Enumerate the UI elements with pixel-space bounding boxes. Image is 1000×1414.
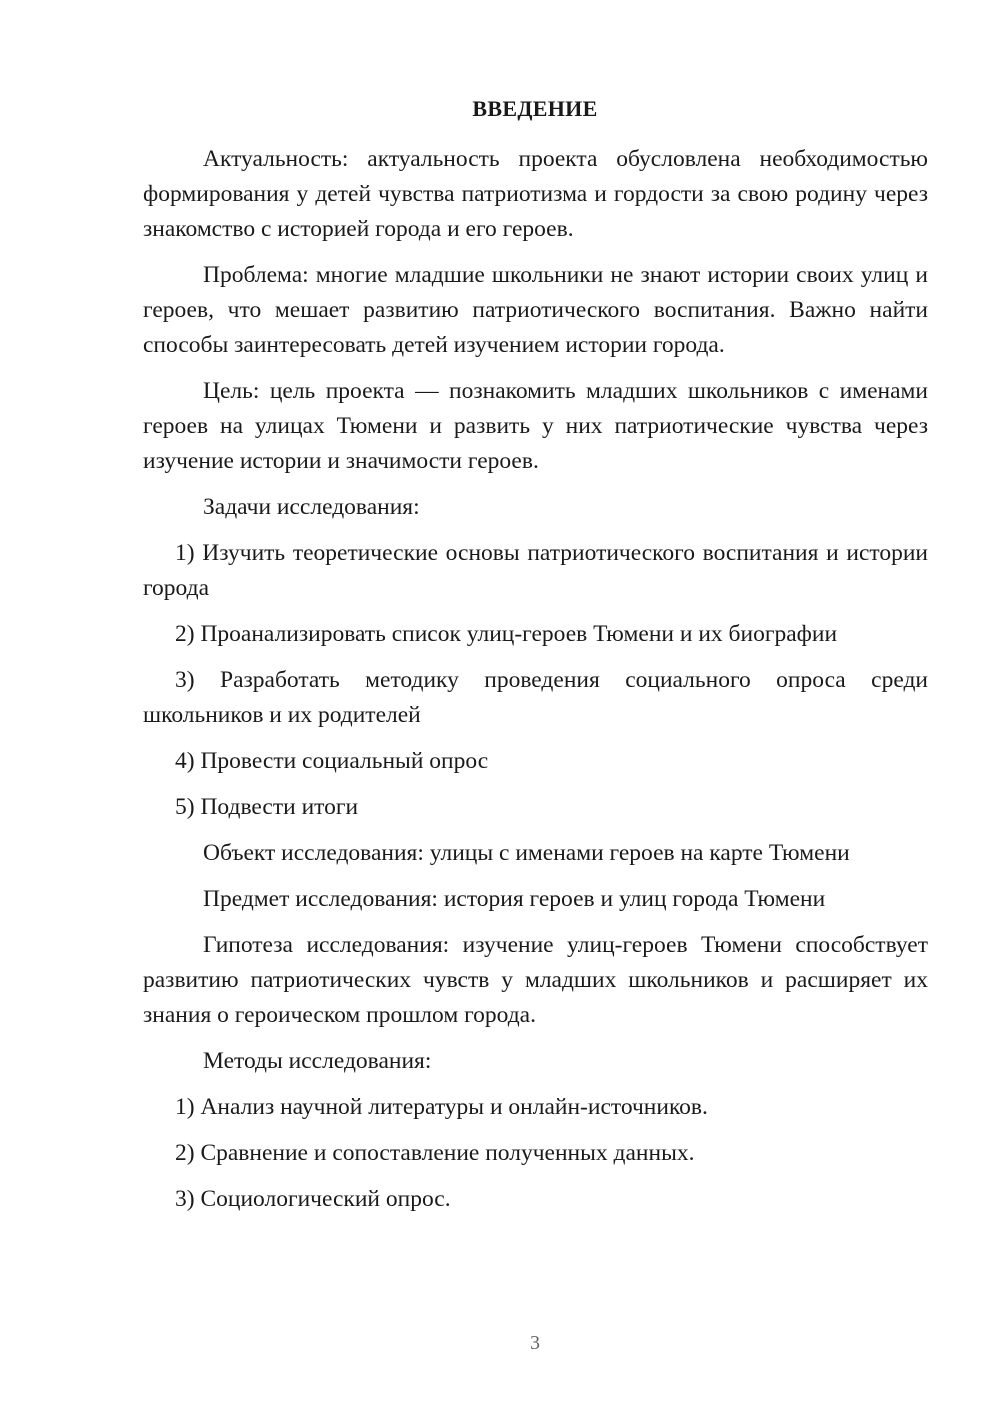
document-body bbox=[143, 142, 928, 1228]
method-item-3: 3) Социологический опрос. bbox=[175, 1186, 451, 1212]
task-item-3: 3) Разработать методику проведения социального опроса среди школьников и их родителей bbox=[143, 667, 928, 728]
document-title: ВВЕДЕНИЕ bbox=[472, 96, 598, 121]
paragraph-research-object: Объект исследования: улицы с именами героев на карте Тюмени bbox=[203, 840, 850, 866]
method-item-2: 2) Сравнение и сопоставление полученных данных. bbox=[175, 1140, 695, 1166]
paragraph-tasks-heading: Задачи исследования: bbox=[203, 494, 420, 520]
task-item-1: 1) Изучить теоретические основы патриотического воспитания и истории города bbox=[143, 540, 928, 601]
paragraph-methods-heading: Методы исследования: bbox=[203, 1048, 432, 1074]
method-item-1: 1) Анализ научной литературы и онлайн-источников. bbox=[175, 1094, 708, 1120]
paragraph-research-subject: Предмет исследования: история героев и улиц города Тюмени bbox=[203, 886, 826, 912]
paragraph-problem: Проблема: многие младшие школьники не знают истории своих улиц и героев, что мешает развитию патриотического воспитания. Важно найти способы заинтересовать детей изучением истории города. bbox=[143, 262, 928, 358]
page-number: 3 bbox=[530, 1332, 540, 1354]
task-item-5: 5) Подвести итоги bbox=[175, 794, 359, 820]
task-item-4: 4) Провести социальный опрос bbox=[175, 748, 489, 774]
paragraph-relevance: Актуальность: актуальность проекта обусловлена необходимостью формирования у детей чувства патриотизма и гордости за свою родину через знакомство с историей города и его героев. bbox=[143, 146, 928, 242]
paragraph-hypothesis: Гипотеза исследования: изучение улиц-героев Тюмени способствует развитию патриотических чувств у младших школьников и расширяет их знания о героическом прошлом города. bbox=[143, 932, 928, 1028]
paragraph-goal: Цель: цель проекта — познакомить младших школьников с именами героев на улицах Тюмени и развить у них патриотические чувства через изучение истории и значимости героев. bbox=[143, 378, 928, 474]
task-item-2: 2) Проанализировать список улиц-героев Тюмени и их биографии bbox=[175, 621, 838, 647]
